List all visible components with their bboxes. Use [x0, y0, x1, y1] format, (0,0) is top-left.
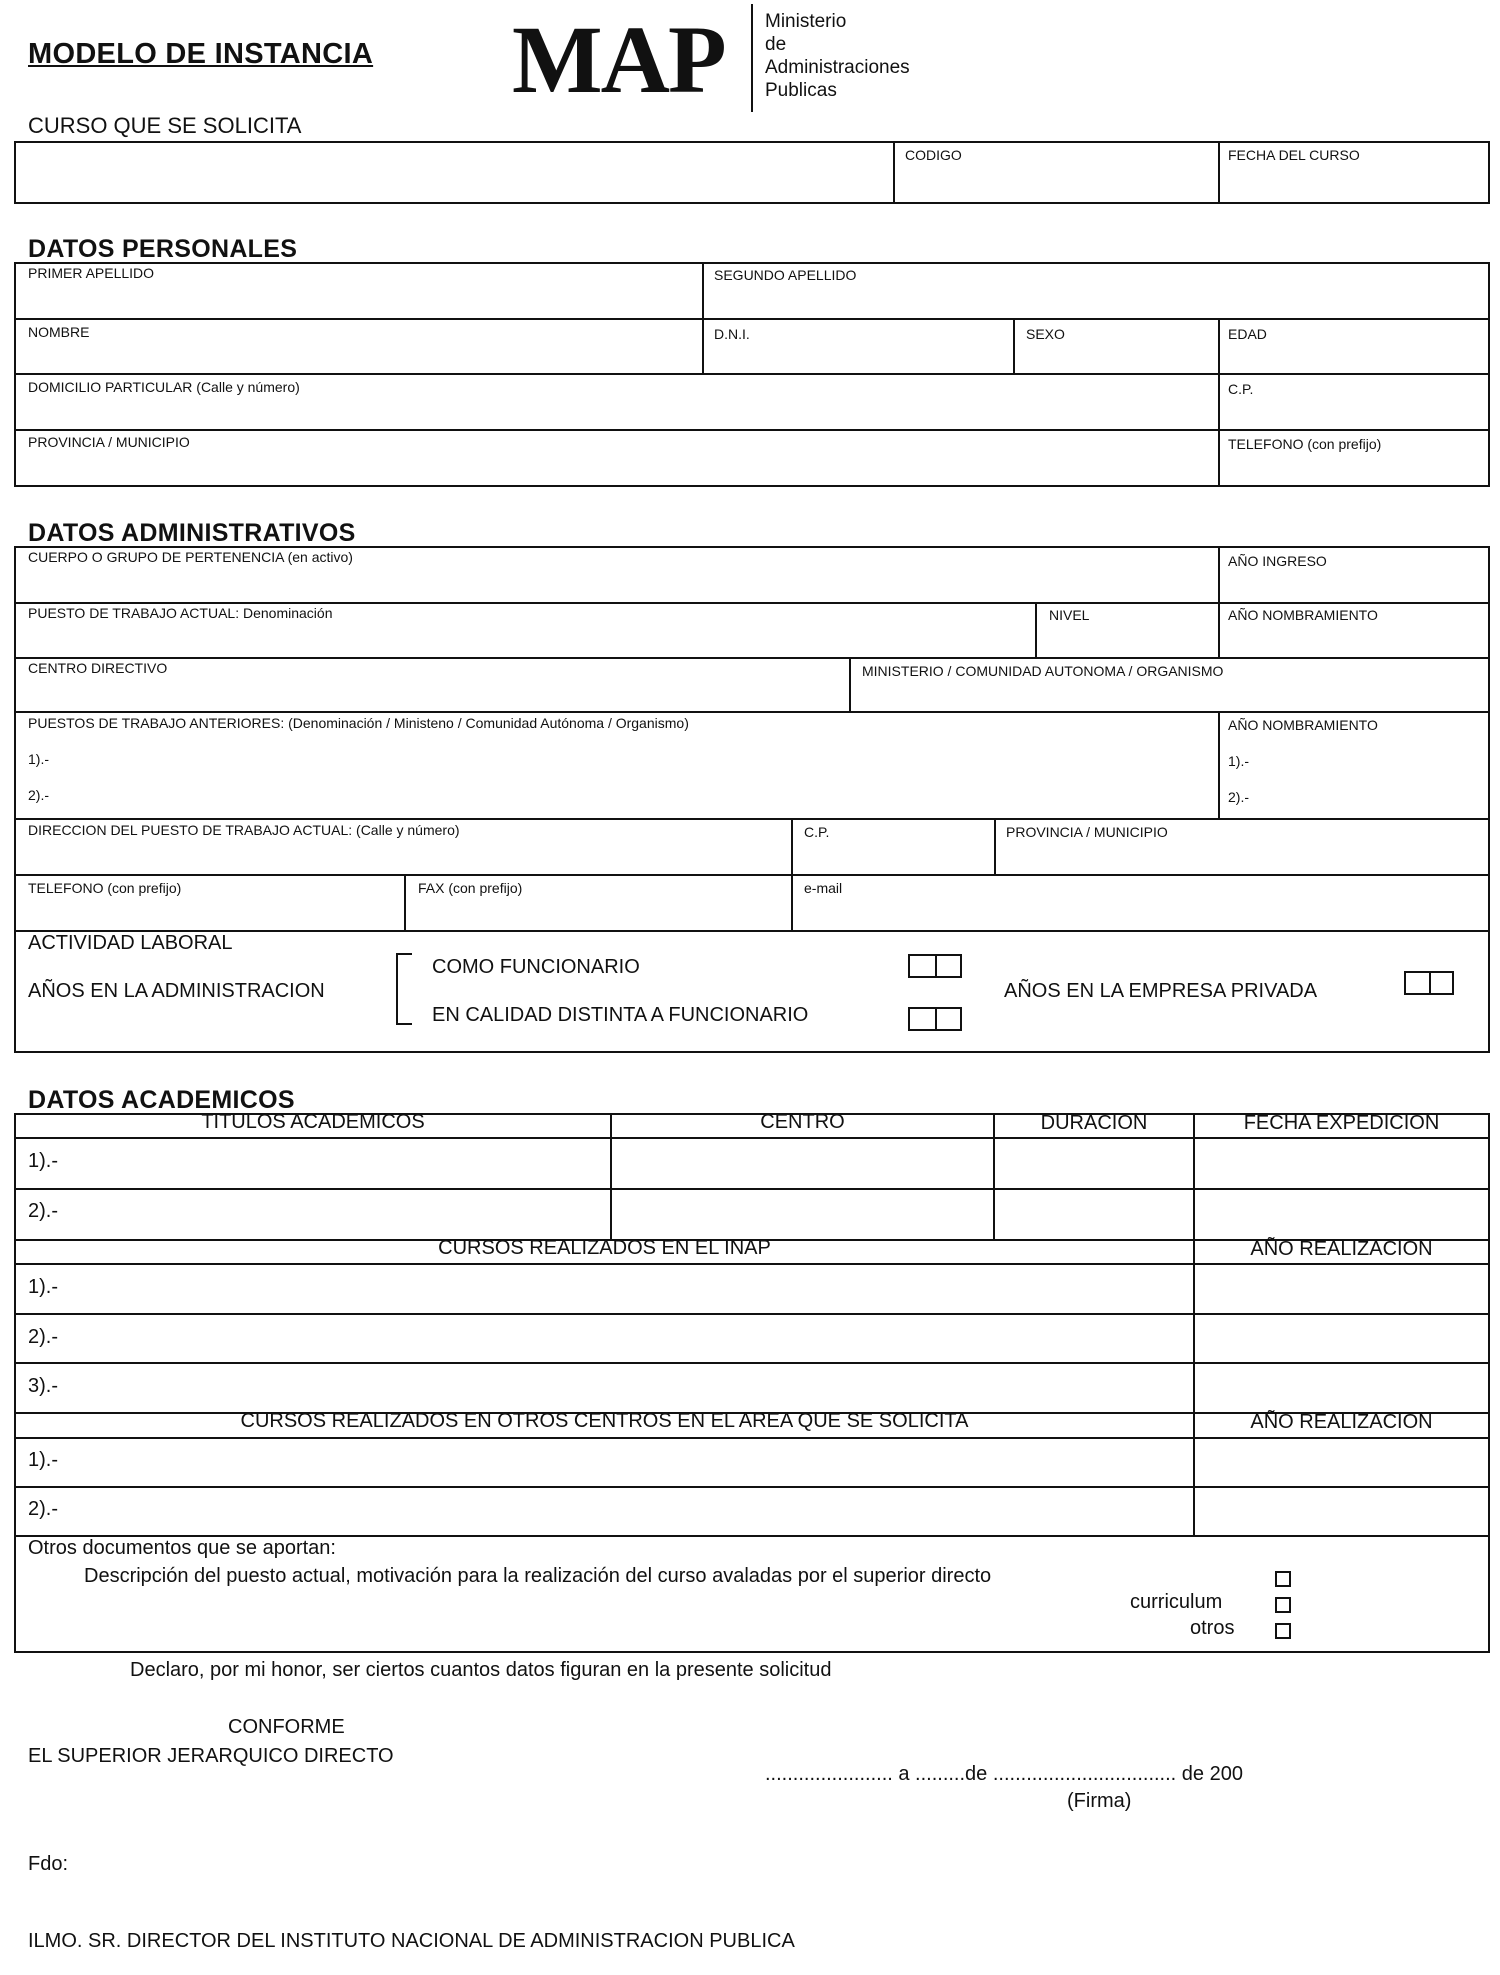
ministry-line-1: Ministerio [765, 11, 847, 32]
map-logo: MAP [512, 6, 725, 113]
sexo-label: SEXO [1026, 326, 1065, 342]
direccion-label: DIRECCION DEL PUESTO DE TRABAJO ACTUAL: (Calle y número) [28, 822, 460, 838]
puesto-anterior-1: 1).- [28, 751, 49, 767]
duracion-header: DURACION [1040, 1112, 1148, 1134]
curriculum-label: curriculum [1130, 1591, 1223, 1613]
otros-label: otros [1190, 1617, 1235, 1639]
inap-row-1[interactable] [16, 1265, 1193, 1313]
adm-row-line-6 [14, 930, 1490, 932]
descripcion-label: Descripción del puesto actual, motivación para la realización del curso avaladas por el superior directo [84, 1565, 992, 1587]
academicos-heading: DATOS ACADEMICOS [28, 1086, 295, 1114]
telefono-label: TELEFONO (con prefijo) [1228, 436, 1382, 452]
puesto-actual-label: PUESTO DE TRABAJO ACTUAL: Denominación [28, 605, 333, 621]
inap-row-2[interactable] [16, 1315, 1193, 1362]
inap-row-3[interactable] [16, 1364, 1193, 1412]
anos-admin-label: AÑOS EN LA ADMINISTRACION [28, 980, 325, 1002]
titulos-header: TITULOS ACADEMICOS [201, 1111, 425, 1133]
ano-nombramiento-item-1: 1).- [1228, 753, 1249, 769]
fax-label: FAX (con prefijo) [418, 880, 523, 896]
ano-nombramiento-item-2: 2).- [1228, 789, 1249, 805]
inap-row-2-label: 2).- [28, 1326, 58, 1348]
email-label: e-mail [804, 880, 843, 896]
otros-row-2[interactable] [16, 1488, 1193, 1535]
ano-realizacion-header: AÑO REALIZACION [1250, 1238, 1433, 1260]
ministerio-label: MINISTERIO / COMUNIDAD AUTONOMA / ORGANISMO [862, 663, 1224, 679]
cp-field[interactable] [1220, 375, 1488, 429]
domicilio-label: DOMICILIO PARTICULAR (Calle y número) [28, 379, 300, 395]
descripcion-checkbox[interactable] [1275, 1571, 1291, 1587]
centro-header: CENTRO [760, 1111, 845, 1133]
primer-apellido-label: PRIMER APELLIDO [28, 265, 155, 281]
adm-telefono-label: TELEFONO (con prefijo) [28, 880, 182, 896]
conforme-label: CONFORME [228, 1716, 345, 1738]
puestos-anteriores-label: PUESTOS DE TRABAJO ANTERIORES: (Denominación / Ministeno / Comunidad Autónoma / Organismo) [28, 715, 689, 731]
segundo-apellido-label: SEGUNDO APELLIDO [714, 267, 857, 283]
calidad-distinta-label: EN CALIDAD DISTINTA A FUNCIONARIO [432, 1004, 809, 1026]
form-title: MODELO DE INSTANCIA [28, 38, 374, 70]
dni-label: D.N.I. [714, 326, 750, 342]
ministry-line-3: Administraciones [765, 57, 910, 78]
ministry-name [765, 10, 910, 102]
nombre-field[interactable] [16, 320, 702, 373]
provincia-label: PROVINCIA / MUNICIPIO [28, 434, 190, 450]
fdo-label: Fdo: [28, 1853, 69, 1875]
codigo-label: CODIGO [905, 147, 962, 163]
superior-label: EL SUPERIOR JERARQUICO DIRECTO [28, 1745, 394, 1767]
nivel-label: NIVEL [1049, 607, 1090, 623]
fecha-curso-label: FECHA DEL CURSO [1228, 147, 1360, 163]
adm-provincia-label: PROVINCIA / MUNICIPIO [1006, 824, 1168, 840]
otros-row-1-label: 1).- [28, 1449, 58, 1471]
curso-field[interactable] [16, 143, 892, 202]
personales-heading: DATOS PERSONALES [28, 235, 298, 263]
otros-row-2-label: 2).- [28, 1498, 58, 1520]
cursos-otros-header: CURSOS REALIZADOS EN OTROS CENTROS EN EL AREA QUE SE SOLICITA [240, 1410, 969, 1432]
logo-divider [751, 4, 753, 112]
inap-row-1-label: 1).- [28, 1276, 58, 1298]
acad-col-fecha [1193, 1113, 1195, 1535]
dni-field[interactable] [704, 320, 1013, 373]
titulo-row-2[interactable] [16, 1190, 610, 1239]
cp-label: C.P. [1228, 381, 1254, 397]
actividad-label: ACTIVIDAD LABORAL [28, 932, 233, 954]
destinatario: ILMO. SR. DIRECTOR DEL INSTITUTO NACIONAL DE ADMINISTRACION PUBLICA [28, 1930, 795, 1952]
cuerpo-label: CUERPO O GRUPO DE PERTENENCIA (en activo) [28, 549, 353, 565]
ano-ingreso-label: AÑO INGRESO [1228, 553, 1327, 569]
ano-nombramiento-2-label: AÑO NOMBRAMIENTO [1228, 717, 1378, 733]
puesto-anterior-2: 2).- [28, 787, 49, 803]
adm-cp-label: C.P. [804, 824, 830, 840]
anos-empresa-label: AÑOS EN LA EMPRESA PRIVADA [1004, 980, 1318, 1002]
curriculum-checkbox[interactable] [1275, 1597, 1291, 1613]
fecha-expedicion-header: FECHA EXPEDICION [1243, 1112, 1440, 1134]
edad-label: EDAD [1228, 326, 1267, 342]
administrativos-heading: DATOS ADMINISTRATIVOS [28, 519, 356, 547]
centro-directivo-label: CENTRO DIRECTIVO [28, 660, 168, 676]
titulo-row-1-label: 1).- [28, 1150, 58, 1172]
email-field[interactable] [793, 876, 1488, 930]
cursos-inap-header: CURSOS REALIZADOS EN EL INAP [438, 1237, 771, 1259]
declaracion: Declaro, por mi honor, ser ciertos cuantos datos figuran en la presente solicitud [130, 1659, 832, 1681]
ministry-line-4: Publicas [765, 80, 837, 101]
titulo-row-1[interactable] [16, 1139, 610, 1188]
otros-documentos-heading: Otros documentos que se aportan: [28, 1537, 336, 1559]
fecha-linea[interactable]: ....................... a .........de ................................. de 200 [765, 1763, 1243, 1785]
como-funcionario-years-box[interactable] [908, 954, 962, 978]
ano-realizacion-2-header: AÑO REALIZACION [1250, 1411, 1433, 1433]
titulo-row-2-label: 2).- [28, 1200, 58, 1222]
empresa-years-box[interactable] [1404, 971, 1454, 995]
ano-nombramiento-label: AÑO NOMBRAMIENTO [1228, 607, 1378, 623]
inap-row-3-label: 3).- [28, 1375, 58, 1397]
admin-bracket [396, 953, 412, 1025]
otros-row-1[interactable] [16, 1439, 1193, 1486]
curso-heading: CURSO QUE SE SOLICITA [28, 113, 302, 138]
calidad-distinta-years-box[interactable] [908, 1007, 962, 1031]
nombre-label: NOMBRE [28, 324, 90, 340]
firma-label: (Firma) [1067, 1790, 1132, 1812]
provincia-field[interactable] [16, 431, 1218, 485]
otros-checkbox[interactable] [1275, 1623, 1291, 1639]
ministry-line-2: de [765, 34, 787, 55]
como-funcionario-label: COMO FUNCIONARIO [432, 956, 640, 978]
